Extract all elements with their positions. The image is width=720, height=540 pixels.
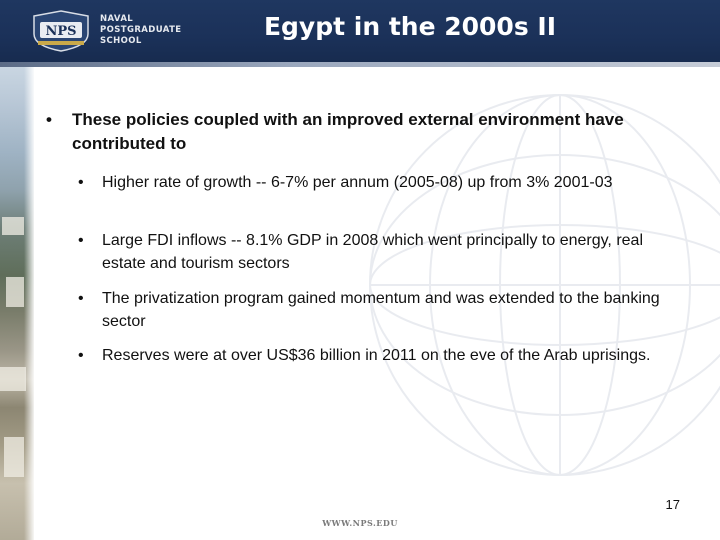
bullet-icon: • [78,290,84,307]
logo-line: SCHOOL [100,36,142,46]
bullet-icon: • [78,174,84,191]
sub-bullet-text: Large FDI inflows -- 8.1% GDP in 2008 which went principally to energy, real estate and tourism sectors [102,232,643,272]
page-number: 17 [665,497,680,512]
sub-bullet-text: Higher rate of growth -- 6-7% per annum (2005-08) up from 3% 2001-03 [102,174,613,191]
logo-badge-text: NPS [45,24,77,39]
bullet-icon: • [46,110,52,129]
sub-bullet-text: Reserves were at over US$36 billion in 2011 on the eve of the Arab uprisings. [102,347,651,364]
footer-url: WWW.NPS.EDU [322,518,398,528]
bullet-icon: • [78,347,84,364]
slide-title: Egypt in the 2000s II [263,12,557,41]
main-bullet-text: These policies coupled with an improved external environment have contributed to [72,110,624,153]
sub-bullet-text: The privatization program gained momentum and was extended to the banking sector [102,290,660,330]
logo-line: NAVAL [100,14,134,24]
logo-line: POSTGRADUATE [100,25,182,35]
bullet-icon: • [78,232,84,249]
